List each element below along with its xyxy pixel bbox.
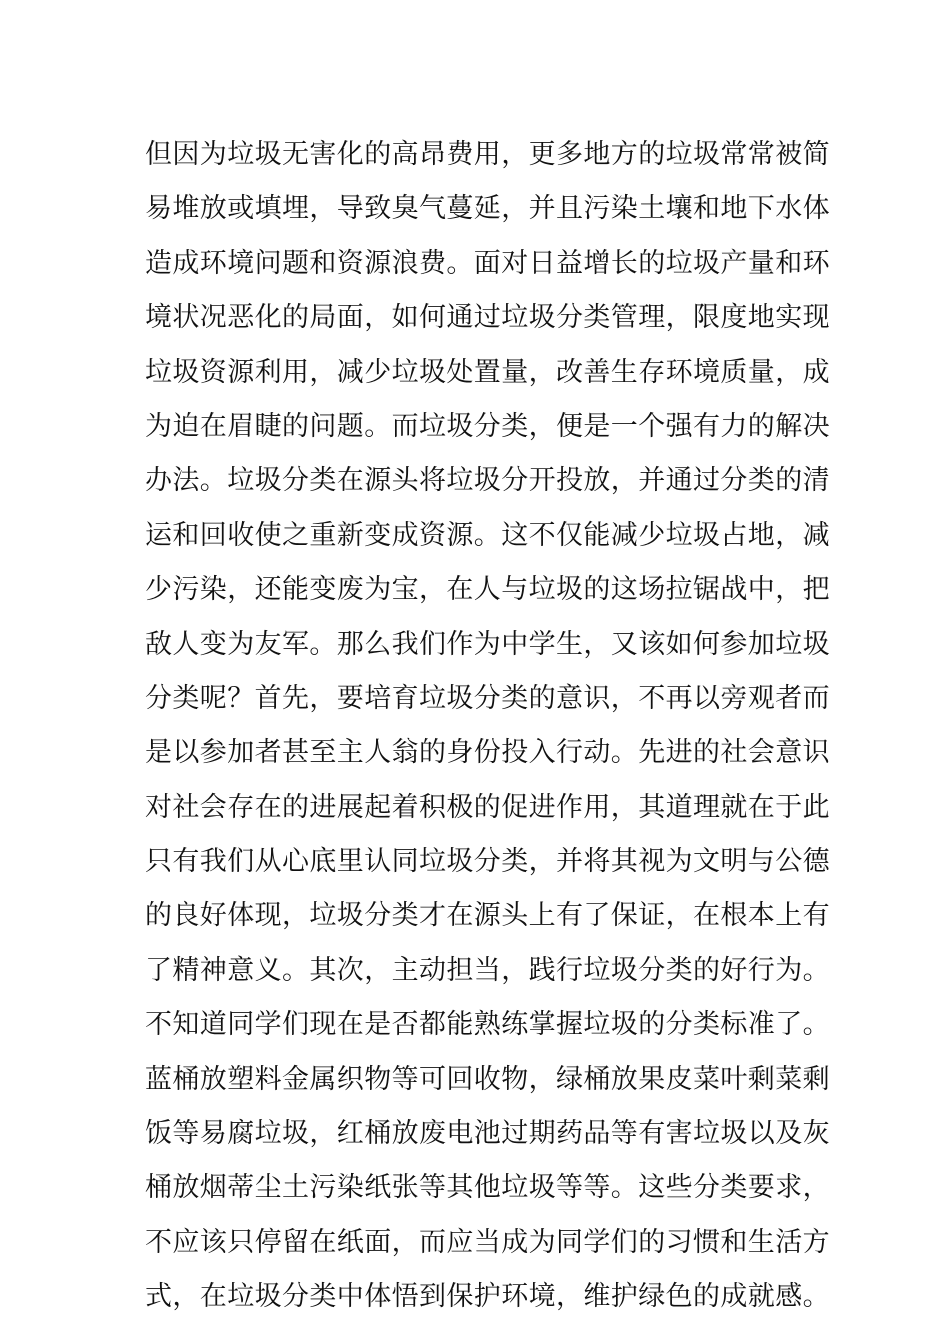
text-line: 只有我们从心底里认同垃圾分类，并将其视为文明与公德	[145, 846, 830, 878]
text-line: 境状况恶化的局面，如何通过垃圾分类管理，限度地实现	[145, 302, 830, 334]
text-line: 对社会存在的进展起着积极的促进作用，其道理就在于此	[145, 791, 830, 823]
text-line: 垃圾资源利用，减少垃圾处置量，改善生存环境质量，成	[145, 356, 830, 388]
text-line: 不知道同学们现在是否都能熟练掌握垃圾的分类标准了。	[145, 1009, 830, 1041]
text-line: 是以参加者甚至主人翁的身份投入行动。先进的社会意识	[145, 737, 830, 769]
text-line: 敌人变为友军。那么我们作为中学生，又该如何参加垃圾	[145, 628, 830, 660]
text-line: 办法。垃圾分类在源头将垃圾分开投放，并通过分类的清	[145, 465, 830, 497]
text-line: 运和回收使之重新变成资源。这不仅能减少垃圾占地，减	[145, 519, 830, 551]
body-text	[145, 128, 830, 1325]
text-line: 的良好体现，垃圾分类才在源头上有了保证，在根本上有	[145, 900, 830, 932]
text-line: 但因为垃圾无害化的高昂费用，更多地方的垃圾常常被简	[145, 139, 830, 170]
text-line: 不应该只停留在纸面，而应当成为同学们的习惯和生活方	[145, 1226, 830, 1258]
text-line: 式，在垃圾分类中体悟到保护环境，维护绿色的成就感。	[145, 1281, 830, 1313]
text-line: 桶放烟蒂尘土污染纸张等其他垃圾等等。这些分类要求，	[145, 1172, 830, 1204]
text-line: 为迫在眉睫的问题。而垃圾分类，便是一个强有力的解决	[145, 410, 830, 442]
text-line: 少污染，还能变废为宝，在人与垃圾的这场拉锯战中，把	[145, 574, 830, 606]
text-line: 蓝桶放塑料金属织物等可回收物，绿桶放果皮菜叶剩菜剩	[145, 1063, 830, 1095]
text-line: 造成环境问题和资源浪费。面对日益增长的垃圾产量和环	[145, 247, 830, 279]
text-line: 饭等易腐垃圾，红桶放废电池过期药品等有害垃圾以及灰	[145, 1118, 830, 1150]
text-line: 易堆放或填埋，导致臭气蔓延，并且污染土壤和地下水体	[145, 193, 830, 225]
text-line: 分类呢？首先，要培育垃圾分类的意识，不再以旁观者而	[145, 682, 830, 714]
text-line: 了精神意义。其次，主动担当，践行垃圾分类的好行为。	[145, 954, 830, 986]
